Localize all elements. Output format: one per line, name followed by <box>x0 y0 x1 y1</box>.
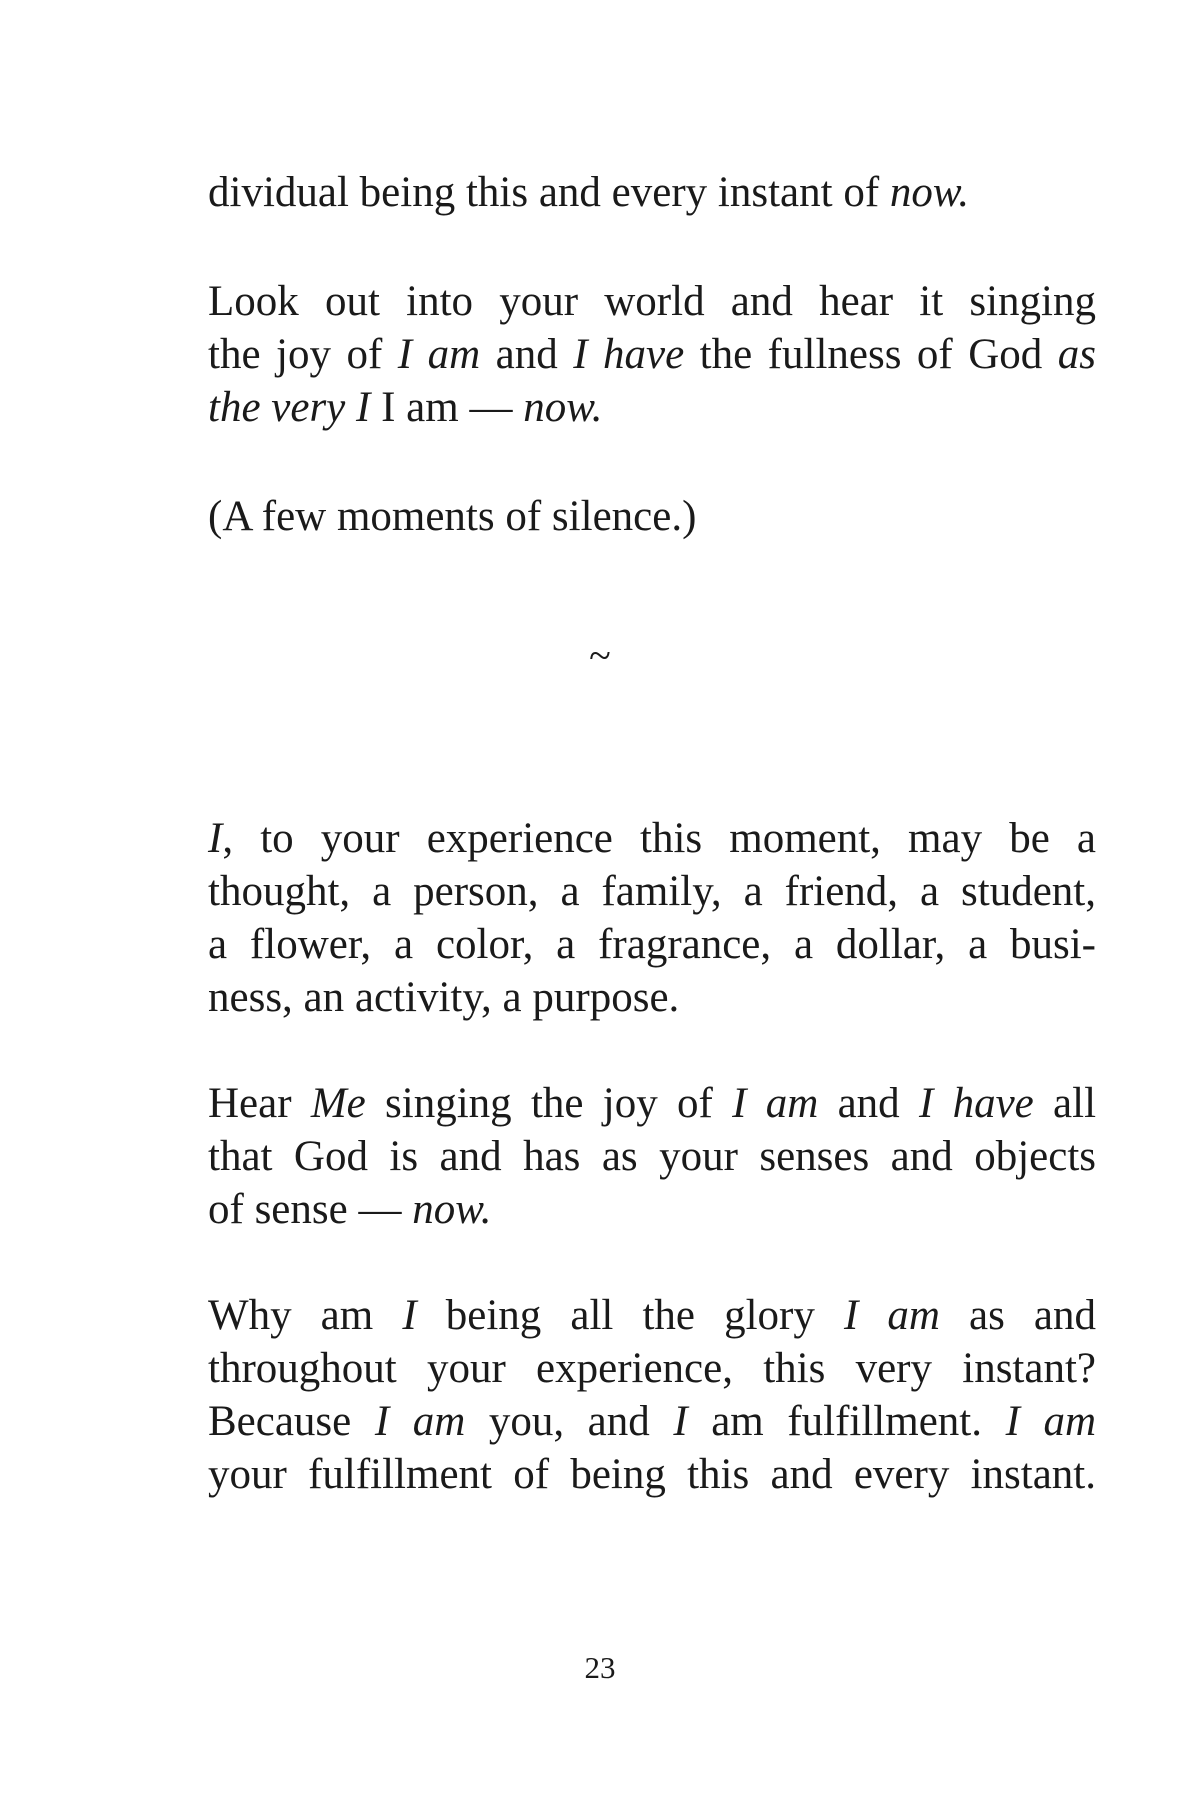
section-separator: ~ <box>589 633 611 678</box>
paragraph-2-line-3 <box>208 381 1096 434</box>
paragraph-1-line-1 <box>208 166 1096 219</box>
page-number: 23 <box>584 1650 616 1685</box>
text-run: of sense — <box>208 1186 413 1233</box>
paragraph-6-line-4: your fulfillment of being this and every instant. <box>208 1451 1096 1498</box>
text-run: the fullness of God <box>684 331 1058 378</box>
paragraph-3-line-1: (A few moments of silence.) <box>208 493 697 540</box>
text-run: being all the glory <box>416 1292 844 1339</box>
text-run: singing the joy of <box>365 1080 733 1127</box>
italic-run: as <box>1057 331 1096 378</box>
italic-run: I <box>673 1398 688 1445</box>
paragraph-4-line-2: thought, a person, a family, a friend, a student, <box>208 868 1096 915</box>
italic-run: now. <box>412 1186 492 1233</box>
italic-run: I am <box>374 1398 466 1445</box>
italic-run: I <box>208 815 223 862</box>
paragraph-5-line-3 <box>208 1183 1096 1236</box>
text-run: all <box>1033 1080 1097 1127</box>
italic-run: I <box>402 1292 417 1339</box>
text-run: Why am <box>208 1292 403 1339</box>
italic-run: the very I <box>208 384 371 431</box>
text-run: am fulfillment. <box>687 1398 1006 1445</box>
paragraph-2 <box>208 275 1096 434</box>
paragraph-6-line-1 <box>208 1289 1096 1342</box>
paragraph-6-line-2: throughout your experience, this very instant? <box>208 1345 1096 1392</box>
italic-run: I am <box>843 1292 940 1339</box>
italic-run: I am <box>1005 1398 1097 1445</box>
text-run: dividual being this and every instant of <box>208 169 890 216</box>
italic-run: now. <box>889 169 970 216</box>
paragraph-4-line-3: a flower, a color, a fragrance, a dollar, a busi- <box>208 921 1096 968</box>
italic-run: I am <box>397 331 481 378</box>
paragraph-2-line-1: Look out into your world and hear it singing <box>208 278 1096 325</box>
text-run: and <box>480 331 574 378</box>
paragraph-6-line-3 <box>208 1395 1096 1448</box>
paragraph-3 <box>208 490 1096 543</box>
italic-run: I have <box>918 1080 1034 1127</box>
paragraph-4-line-1 <box>208 812 1096 865</box>
paragraph-2-line-2 <box>208 328 1096 381</box>
paragraph-5-line-2: that God is and has as your senses and objects <box>208 1133 1096 1180</box>
text-run: Because <box>208 1398 375 1445</box>
text-run: you, and <box>465 1398 674 1445</box>
text-run: Hear <box>208 1080 311 1127</box>
text-run: , to your experience this moment, may be a <box>222 815 1096 862</box>
paragraph-5 <box>208 1077 1096 1236</box>
paragraph-4 <box>208 812 1096 1024</box>
italic-run: now. <box>523 384 603 431</box>
text-run: and <box>818 1080 919 1127</box>
paragraph-1 <box>208 166 1096 219</box>
paragraph-5-line-1 <box>208 1077 1096 1130</box>
text-run: I am — <box>370 384 524 431</box>
paragraph-4-line-4: ness, an activity, a purpose. <box>208 974 680 1021</box>
italic-run: I have <box>573 331 685 378</box>
paragraph-6 <box>208 1289 1096 1501</box>
italic-run: Me <box>310 1080 366 1127</box>
text-run: as and <box>939 1292 1097 1339</box>
text-run: the joy of <box>208 331 398 378</box>
italic-run: I am <box>732 1080 819 1127</box>
